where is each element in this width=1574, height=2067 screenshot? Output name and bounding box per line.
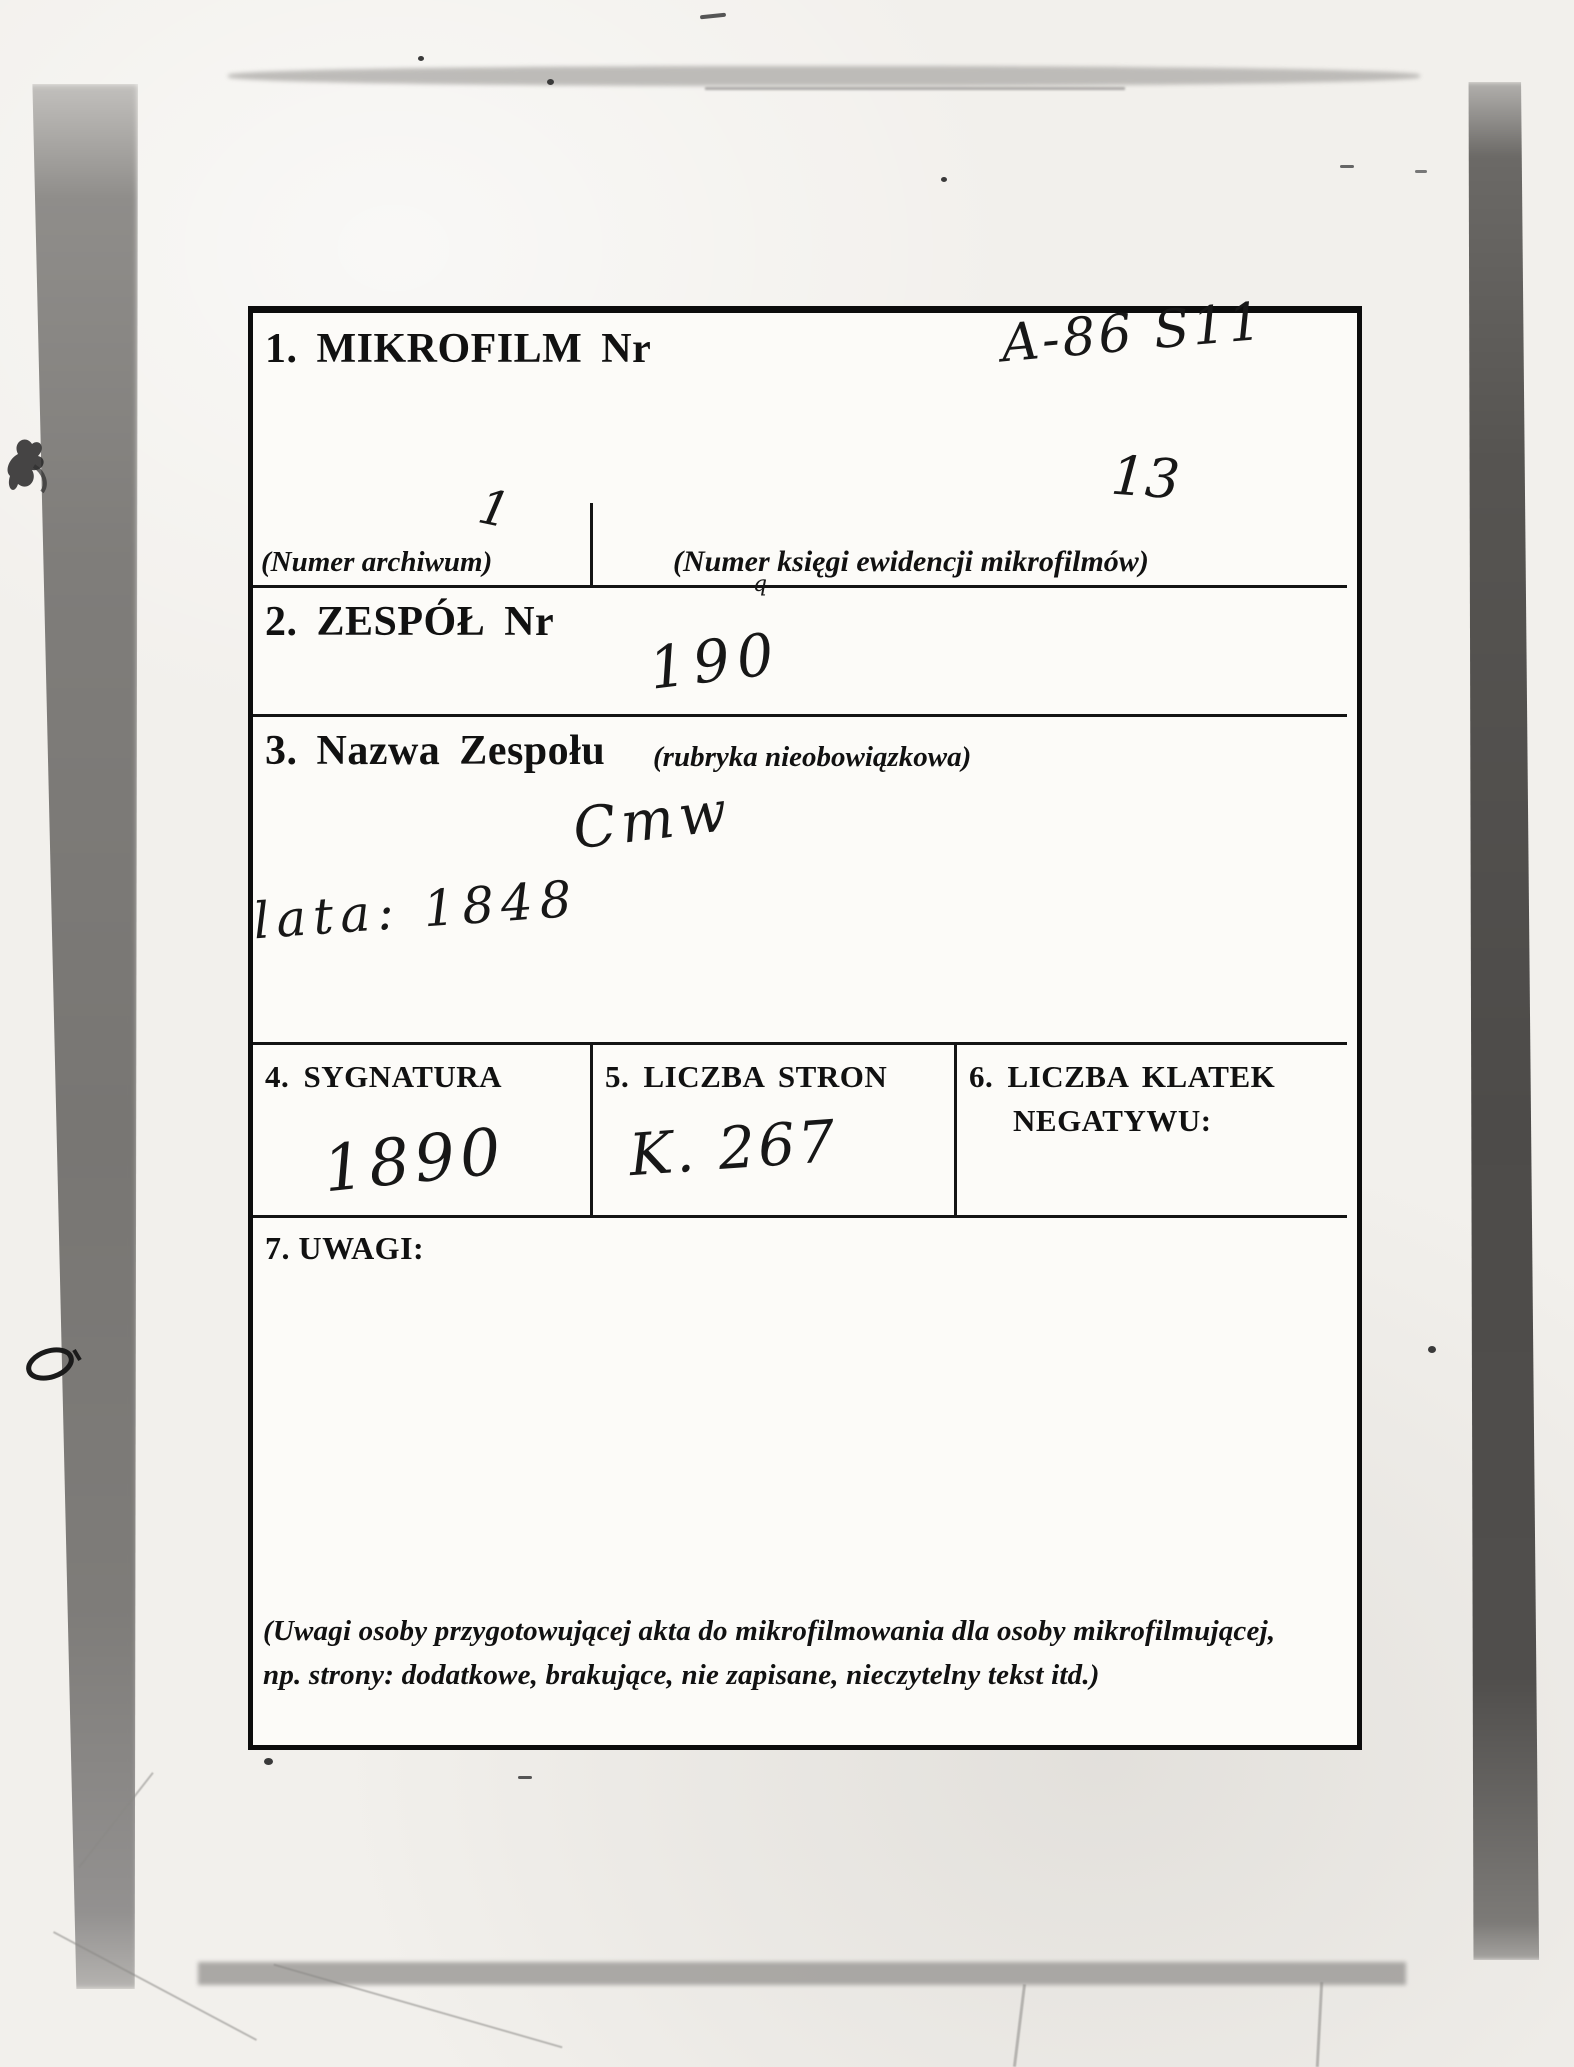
scan-speck xyxy=(418,56,424,61)
cell-liczba-klatek xyxy=(957,1045,1347,1215)
ink-blot-left-edge xyxy=(4,432,56,524)
scan-speck xyxy=(1340,165,1354,168)
liczba-klatek-label-line2: NEGATYWU: xyxy=(1013,1103,1212,1138)
liczba-stron-label: 5. LICZBA STRON xyxy=(605,1059,888,1094)
archiwum-ksiegi-divider xyxy=(590,503,593,585)
row-uwagi xyxy=(253,1218,1347,1743)
scan-scratch xyxy=(78,1772,153,1868)
uwagi-label: 7. UWAGI: xyxy=(265,1230,425,1266)
scan-speck xyxy=(264,1758,273,1765)
lata-handwritten: lata: 1848 xyxy=(251,869,581,951)
row-mikrofilm xyxy=(253,291,1347,585)
zespol-number-handwritten: 190 xyxy=(645,619,785,703)
nazwa-zespolu-handwritten: Cmw xyxy=(569,778,736,863)
nazwa-zespolu-label: 3. Nazwa Zespołu xyxy=(265,728,606,774)
microfilm-form-table xyxy=(248,291,1362,1750)
row-nazwa-zespolu xyxy=(253,717,1347,1042)
numer-ksiegi-handwritten: 13 xyxy=(1108,443,1182,512)
scan-streak-top-line xyxy=(705,87,1125,90)
numer-archiwum-label: (Numer archiwum) xyxy=(261,546,493,578)
liczba-stron-handwritten: K. 267 xyxy=(626,1106,841,1190)
film-edge-band-right xyxy=(1462,82,1544,1960)
row-zespol xyxy=(253,572,1347,714)
scan-speck xyxy=(1415,170,1427,173)
uwagi-footnote-line2: np. strony: dodatkowe, brakujące, nie zapisane, nieczytelny tekst itd.) xyxy=(263,1658,1100,1691)
scan-speck xyxy=(700,13,726,20)
scan-speck xyxy=(941,177,947,182)
cell-sygnatura xyxy=(253,1045,590,1215)
uwagi-footnote-line1: (Uwagi osoby przygotowującej akta do mikrofilmowania dla osoby mikrofilmującej, xyxy=(263,1615,1276,1647)
mikrofilm-label: 1. MIKROFILM Nr xyxy=(265,326,652,372)
numer-ksiegi-label: (Numer księgi ewidencji mikrofilmów) xyxy=(673,545,1149,578)
uwagi-footnote xyxy=(263,1610,1341,1697)
numer-archiwum-handwritten: 1 xyxy=(473,478,516,540)
scan-scratch xyxy=(1013,1984,1026,2067)
ink-circle-mark xyxy=(22,1338,92,1388)
sygnatura-handwritten: 1890 xyxy=(319,1114,510,1208)
scan-streak-bottom xyxy=(198,1962,1406,1985)
row-sygnatura-liczby xyxy=(253,1045,1347,1215)
stray-mark: q xyxy=(753,572,768,597)
scan-speck xyxy=(547,79,554,85)
scan-scratch xyxy=(53,1931,257,2041)
scan-speck xyxy=(518,1776,532,1779)
liczba-klatek-label-line1: 6. LICZBA KLATEK xyxy=(969,1059,1276,1094)
zespol-label: 2. ZESPÓŁ Nr xyxy=(265,599,555,645)
scan-scratch xyxy=(1316,1982,1323,2067)
film-edge-band-left xyxy=(28,84,138,1989)
scan-streak-top xyxy=(228,66,1420,86)
sygnatura-label: 4. SYGNATURA xyxy=(265,1059,503,1094)
cell-liczba-stron xyxy=(593,1045,954,1215)
scan-speck xyxy=(1428,1346,1436,1353)
nazwa-zespolu-sublabel: (rubryka nieobowiązkowa) xyxy=(653,741,972,773)
mikrofilm-number-handwritten: A-86 S11 xyxy=(998,291,1267,375)
